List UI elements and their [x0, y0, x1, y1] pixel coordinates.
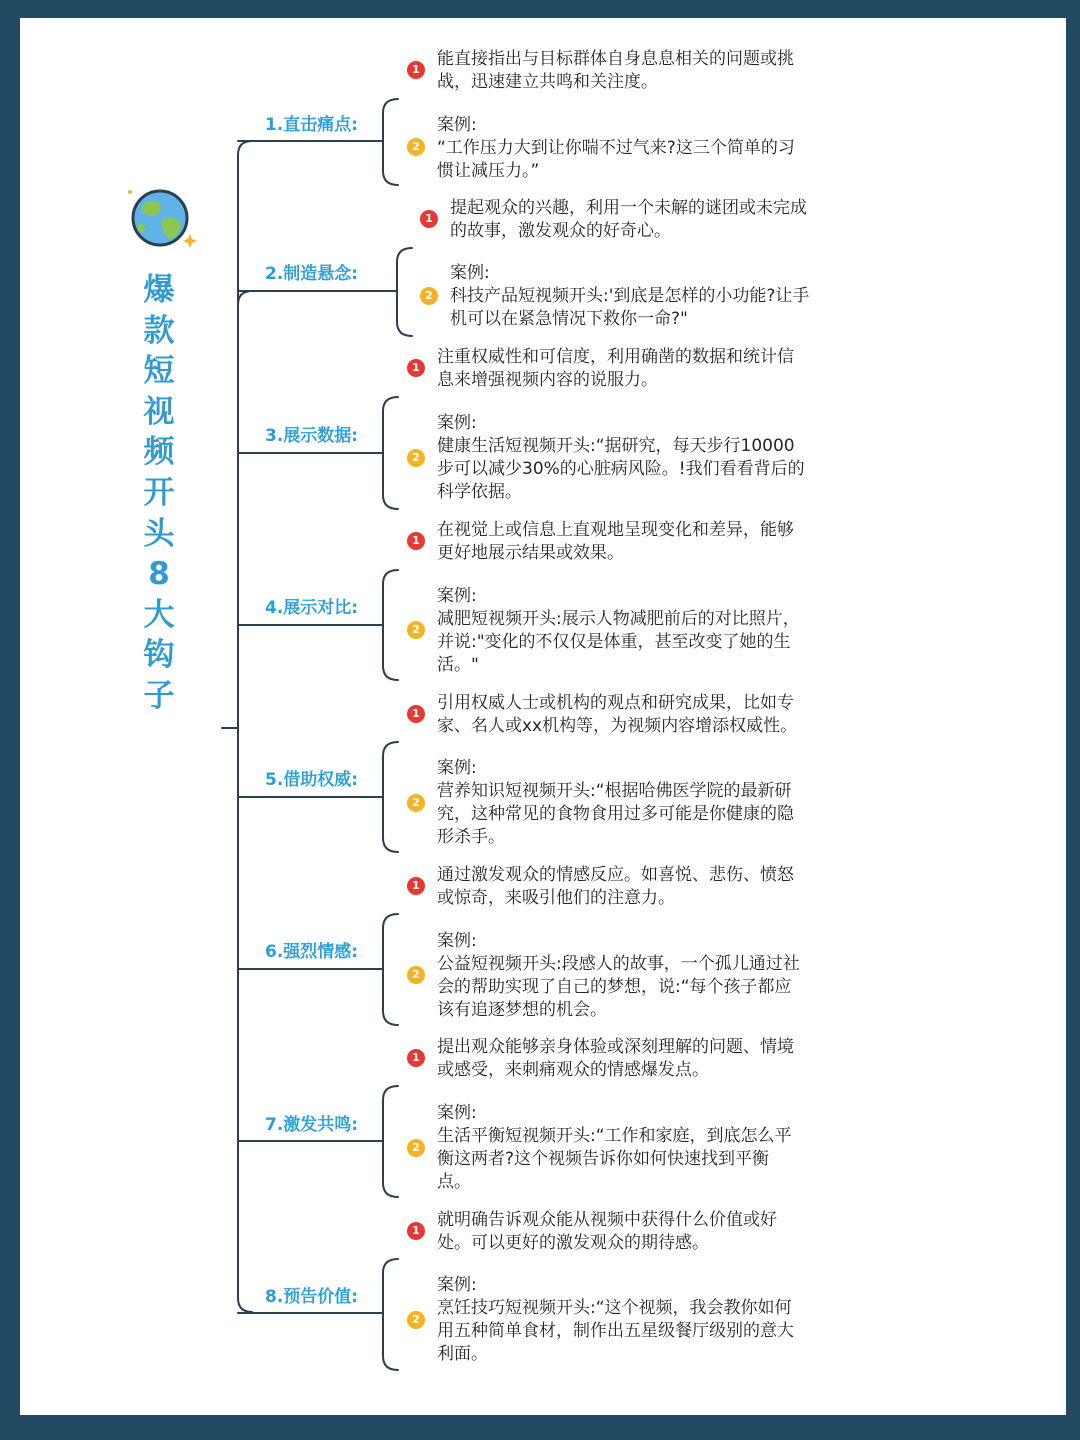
branch-label-7: 7.激发共鸣: [265, 1115, 359, 1135]
title-char: 视 [143, 393, 175, 430]
title-char: 开 [143, 474, 175, 511]
branch-6-point-1: 通过激发观众的情感反应。如喜悦、悲伤、愤怒 或惊奇，来吸引他们的注意力。 [437, 865, 794, 908]
branch-4-point-2: 案例: 减肥短视频开头:展示人物减肥前后的对比照片， 并说:"变化的不仅仅是体重，甚至改变了她的生 活。" [437, 586, 800, 675]
branch-label-8: 8.预告价值: [265, 1287, 359, 1307]
badge-two-icon: 2 [407, 138, 425, 156]
branch-8-point-1: 就明确告诉观众能从视频中获得什么价值或好 处。可以更好的激发观众的期待感。 [437, 1210, 777, 1253]
title-char: 钩 [143, 637, 175, 674]
branch-5-point-1: 引用权威人士或机构的观点和研究成果，比如专 家、名人或xx机构等，为视频内容增添权威性。 [437, 693, 798, 736]
branch-label-5: 5.借助权威: [265, 770, 359, 790]
branch-label-1: 1.直击痛点: [265, 115, 359, 135]
branch-1-point-2: 案例: “工作压力大到让你喘不过气来?这三个简单的习 惯让减压力。” [437, 115, 795, 181]
badge-one-icon: 1 [407, 532, 425, 550]
badge-two-icon: 2 [407, 621, 425, 639]
badge-two-icon: 2 [407, 1311, 425, 1329]
branch-6-point-2: 案例: 公益短视频开头:段感人的故事，一个孤儿通过社 会的帮助实现了自己的梦想，说:“每个孩子都应 该有追逐梦想的机会。 [437, 931, 800, 1020]
branch-7-point-1: 提出观众能够亲身体验或深刻理解的问题、情境 或感受，来刺痛观众的情感爆发点。 [437, 1037, 794, 1080]
branch-5-point-2: 案例: 营养知识短视频开头:“根据哈佛医学院的最新研 究，这种常见的食物食用过多可能是你健康的隐 形杀手。 [437, 758, 794, 847]
badge-one-icon: 1 [420, 210, 438, 228]
branch-7-point-2: 案例: 生活平衡短视频开头:“工作和家庭，到底怎么平 衡这两者?这个视频告诉你如何快速找到平衡 点。 [437, 1103, 792, 1192]
branch-2-point-1: 提起观众的兴趣，利用一个未解的谜团或未完成 的故事，激发观众的好奇心。 [450, 198, 807, 241]
badge-two-icon: 2 [407, 794, 425, 812]
badge-one-icon: 1 [407, 877, 425, 895]
title-char: 8 [148, 556, 170, 593]
branch-2-point-2: 案例: 科技产品短视频开头:'到底是怎样的小功能?让手 机可以在紧急情况下救你一命?" [450, 263, 810, 329]
badge-one-icon: 1 [407, 61, 425, 79]
branch-1-point-1: 能直接指出与目标群体自身息息相关的问题或挑 战，迅速建立共鸣和关注度。 [437, 49, 794, 92]
branch-label-2: 2.制造悬念: [265, 264, 359, 284]
title-char: 短 [143, 353, 175, 390]
badge-two-icon: 2 [420, 287, 438, 305]
page-title [128, 270, 190, 717]
title-char: 频 [143, 434, 175, 471]
branch-label-4: 4.展示对比: [265, 598, 359, 618]
badge-one-icon: 1 [407, 1222, 425, 1240]
title-char: 头 [143, 515, 175, 552]
badge-one-icon: 1 [407, 705, 425, 723]
badge-one-icon: 1 [407, 359, 425, 377]
title-char: 子 [143, 677, 175, 714]
branch-4-point-1: 在视觉上或信息上直观地呈现变化和差异，能够 更好地展示结果或效果。 [437, 520, 794, 563]
title-char: 爆 [143, 272, 175, 308]
branch-3-point-1: 注重权威性和可信度，利用确凿的数据和统计信 息来增强视频内容的说服力。 [437, 347, 794, 390]
sparkle-icon [183, 234, 197, 248]
branch-label-3: 3.展示数据: [265, 426, 359, 446]
branch-3-point-2: 案例: 健康生活短视频开头:“据研究，每天步行10000 步可以减少30%的心脏病风险。!我们看看背后的 科学依据。 [437, 413, 805, 502]
title-char: 款 [143, 312, 175, 349]
branch-label-6: 6.强烈情感: [265, 942, 359, 962]
badge-one-icon: 1 [407, 1049, 425, 1067]
branch-8-point-2: 案例: 烹饪技巧短视频开头:“这个视频，我会教你如何 用五种简单食材，制作出五星级餐厅级别的意大 利面。 [437, 1275, 794, 1364]
badge-two-icon: 2 [407, 1139, 425, 1157]
title-char: 大 [143, 596, 175, 633]
badge-two-icon: 2 [407, 449, 425, 467]
globe-icon [124, 184, 204, 254]
badge-two-icon: 2 [407, 966, 425, 984]
